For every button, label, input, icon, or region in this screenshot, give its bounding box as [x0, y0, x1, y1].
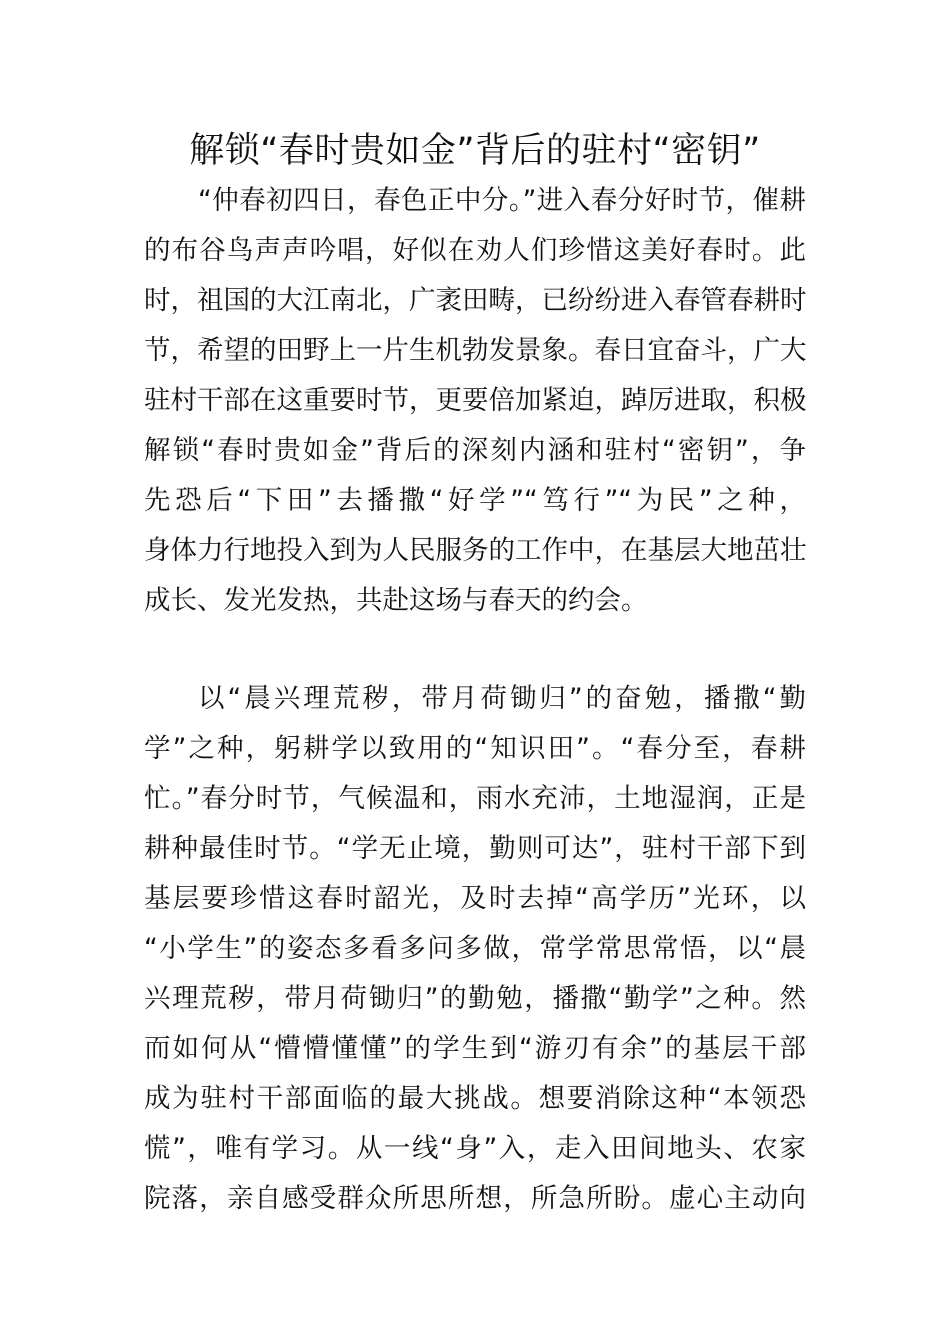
paragraph-line: 节，希望的田野上一片生机勃发景象。春日宜奋斗，广大 — [144, 335, 807, 366]
paragraph-line: 成为驻村干部面临的最大挑战。想要消除这种“本领恐 — [144, 1083, 806, 1114]
paragraph-line: 解锁“春时贵如金”背后的深刻内涵和驻村“密钥”，争 — [144, 435, 806, 466]
paragraph-line: 的布谷鸟声声吟唱，好似在劝人们珍惜这美好春时。此 — [144, 235, 806, 266]
paragraph-line: 身体力行地投入到为人民服务的工作中，在基层大地茁壮 — [144, 535, 807, 566]
paragraph-line: 以“晨兴理荒秽，带月荷锄归”的奋勉，播撒“勤 — [198, 683, 806, 714]
paragraph-line: 学”之种，躬耕学以致用的“知识田”。“春分至，春耕 — [144, 733, 806, 764]
paragraph-2 — [144, 674, 806, 1224]
paragraph-line: 驻村干部在这重要时节，更要倍加紧迫，踔厉进取，积极 — [144, 385, 807, 416]
paragraph-line: 基层要珍惜这春时韶光，及时去掉“高学历”光环，以 — [144, 883, 806, 914]
paragraph-line: “仲春初四日，春色正中分。”进入春分好时节，催耕 — [198, 185, 806, 216]
paragraph-line: 先恐后“下田”去播撒“好学”“笃行”“为民”之种， — [144, 485, 806, 516]
paragraph-line: “小学生”的姿态多看多问多做，常学常思常悟，以“晨 — [144, 933, 806, 964]
paragraph-line: 慌”，唯有学习。从一线“身”入，走入田间地头、农家 — [144, 1133, 806, 1164]
paragraph-line: 院落，亲自感受群众所思所想，所急所盼。虚心主动向 — [144, 1183, 806, 1214]
document-title: 解锁“春时贵如金”背后的驻村“密钥” — [189, 131, 761, 171]
paragraph-line: 兴理荒秽，带月荷锄归”的勤勉，播撒“勤学”之种。然 — [144, 983, 806, 1014]
paragraph-line: 而如何从“懵懵懂懂”的学生到“游刃有余”的基层干部 — [144, 1033, 806, 1064]
paragraph-1 — [144, 176, 806, 626]
paragraph-line: 忙。”春分时节，气候温和，雨水充沛，土地湿润，正是 — [144, 783, 806, 814]
paragraph-line: 成长、发光发热，共赴这场与春天的约会。 — [144, 585, 648, 616]
paragraph-line: 耕种最佳时节。“学无止境，勤则可达”，驻村干部下到 — [144, 833, 806, 864]
paragraph-line: 时，祖国的大江南北，广袤田畴，已纷纷进入春管春耕时 — [144, 285, 807, 316]
